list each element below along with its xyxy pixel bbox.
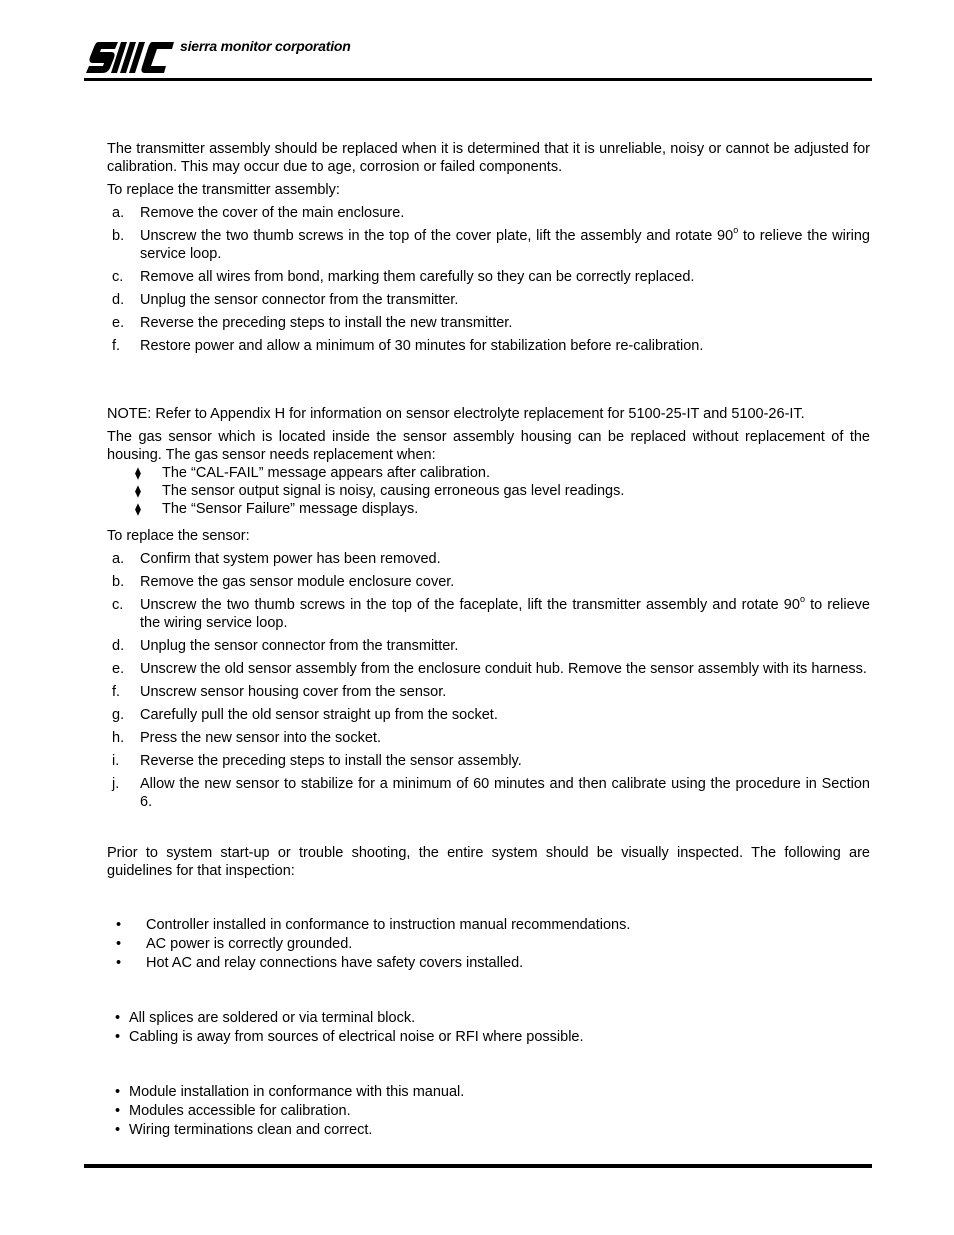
list-item: a. Confirm that system power has been removed. (112, 551, 441, 567)
list-item: b. Remove the gas sensor module enclosure cover. (112, 574, 455, 590)
bullet-icon: • (115, 1084, 121, 1100)
list-item: d. Unplug the sensor connector from the transmitter. (112, 292, 459, 308)
list-item: • All splices are soldered or via terminal block. (115, 1010, 416, 1026)
list-item: h. Press the new sensor into the socket. (112, 730, 381, 746)
list-item: • Module installation in conformance with this manual. (115, 1084, 465, 1100)
list-item: • Wiring terminations clean and correct. (115, 1122, 373, 1138)
bullet-icon: • (116, 917, 122, 933)
transmitter-intro: The transmitter assembly should be replaced when it is determined that it is unreliable, noisy or cannot be adjusted for calibration. This may occur due to age, corrosion or failed components. (107, 141, 870, 175)
bullet-icon: • (115, 1103, 121, 1119)
list-item: i. Reverse the preceding steps to install the sensor assembly. (112, 753, 522, 769)
list-item: c. Remove all wires from bond, marking them carefully so they can be correctly replaced. (112, 269, 695, 285)
list-item: ⧫ The “Sensor Failure” message displays. (135, 501, 419, 517)
company-name: sierra monitor corporation (180, 38, 351, 54)
diamond-bullet-icon: ⧫ (135, 484, 141, 498)
footer-rule (84, 1164, 872, 1168)
diamond-bullet-icon: ⧫ (135, 466, 141, 480)
list-item: j. Allow the new sensor to stabilize for a minimum of 60 minutes and then calibrate using the procedure in Section 6. (112, 776, 870, 810)
list-item: e. Unscrew the old sensor assembly from the enclosure conduit hub. Remove the sensor assembly with its harness. (112, 661, 867, 677)
list-item: ⧫ The sensor output signal is noisy, causing erroneous gas level readings. (135, 483, 625, 499)
company-logo (84, 38, 176, 78)
list-item: f. Restore power and allow a minimum of 30 minutes for stabilization before re-calibration. (112, 338, 704, 354)
transmitter-steps (107, 204, 870, 355)
list-item: c. Unscrew the two thumb screws in the top of the faceplate, lift the transmitter assembly and rotate 90$^o$ to relieve the wiring service loop. (112, 594, 870, 631)
list-item: • Controller installed in conformance to instruction manual recommendations. (116, 917, 631, 933)
sensor-conditions (107, 464, 870, 518)
list-item: e. Reverse the preceding steps to install the new transmitter. (112, 315, 513, 331)
list-item: • AC power is correctly grounded. (116, 936, 353, 952)
list-item: • Modules accessible for calibration. (115, 1103, 351, 1119)
diamond-bullet-icon: ⧫ (135, 502, 141, 516)
page-header (84, 38, 872, 82)
sensor-steps (107, 550, 870, 811)
bullet-icon: • (115, 1122, 121, 1138)
bullet-icon: • (116, 955, 122, 971)
inspection-intro: Prior to system start-up or trouble shooting, the entire system should be visually inspected. The following are guidelines for that inspection: (107, 845, 870, 879)
cabling-checklist (107, 1009, 870, 1047)
list-item: • Hot AC and relay connections have safety covers installed. (116, 955, 524, 971)
modules-checklist (107, 1083, 870, 1140)
sensor-note: NOTE: Refer to Appendix H for information on sensor electrolyte replacement for 5100-25-IT and 5100-26-IT. (107, 406, 805, 422)
document-body (107, 140, 870, 1140)
list-item: d. Unplug the sensor connector from the transmitter. (112, 638, 459, 654)
list-item: g. Carefully pull the old sensor straight up from the socket. (112, 707, 498, 723)
sensor-lead: To replace the sensor: (107, 528, 250, 544)
list-item: b. Unscrew the two thumb screws in the top of the cover plate, lift the assembly and rotate 90$^o$ to relieve the wiring service loop. (112, 225, 870, 262)
list-item: • Cabling is away from sources of electrical noise or RFI where possible. (115, 1029, 584, 1045)
bullet-icon: • (116, 936, 122, 952)
list-item: ⧫ The “CAL-FAIL” message appears after calibration. (135, 465, 491, 481)
controller-checklist (107, 916, 870, 973)
header-rule (84, 78, 872, 81)
list-item: f. Unscrew sensor housing cover from the sensor. (112, 684, 447, 700)
sensor-intro: The gas sensor which is located inside the sensor assembly housing can be replaced without replacement of the housing. The gas sensor needs replacement when: (107, 429, 870, 463)
transmitter-lead: To replace the transmitter assembly: (107, 182, 340, 198)
bullet-icon: • (115, 1029, 121, 1045)
bullet-icon: • (115, 1010, 121, 1026)
list-item: a. Remove the cover of the main enclosure. (112, 205, 405, 221)
